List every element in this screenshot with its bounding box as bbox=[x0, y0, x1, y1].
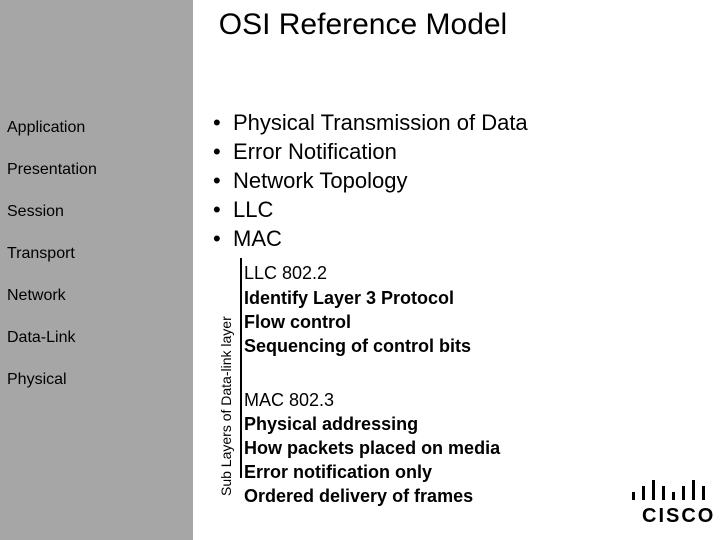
bullet-item bbox=[213, 137, 528, 166]
bullet-dot-icon: • bbox=[213, 110, 221, 135]
llc-heading: LLC 802.2 bbox=[244, 263, 328, 283]
bullet-item bbox=[213, 195, 528, 224]
cisco-wordmark: CISCO bbox=[642, 505, 716, 527]
bullet-text: Error Notification bbox=[233, 139, 397, 164]
bullet-dot-icon: • bbox=[213, 139, 221, 164]
bullet-dot-icon: • bbox=[213, 197, 221, 222]
sublayers-vertical-label: Sub Layers of Data-link layer bbox=[218, 316, 234, 496]
mac-item: Ordered delivery of frames bbox=[244, 486, 474, 506]
bullet-dot-icon: • bbox=[213, 226, 221, 251]
mac-heading: MAC 802.3 bbox=[244, 390, 335, 410]
bullet-text: LLC bbox=[233, 197, 274, 222]
llc-item: Sequencing of control bits bbox=[244, 336, 472, 356]
layer-data-link: Data-Link bbox=[7, 329, 76, 346]
bullet-dot-icon: • bbox=[213, 168, 221, 193]
slide-title: OSI Reference Model bbox=[218, 8, 508, 41]
bullet-text: Network Topology bbox=[233, 168, 408, 193]
layer-session: Session bbox=[7, 203, 64, 220]
mac-item: How packets placed on media bbox=[244, 438, 501, 458]
bullet-item bbox=[213, 166, 528, 195]
bullet-item bbox=[213, 224, 528, 253]
mac-item: Error notification only bbox=[244, 462, 433, 482]
bullet-item bbox=[213, 108, 528, 137]
layer-application: Application bbox=[7, 119, 86, 136]
layer-transport: Transport bbox=[7, 245, 75, 262]
layer-network: Network bbox=[7, 287, 66, 304]
data-link-bullet-list bbox=[213, 108, 528, 253]
layer-sidebar bbox=[0, 0, 193, 540]
bullet-text: MAC bbox=[233, 226, 282, 251]
llc-item: Flow control bbox=[244, 312, 351, 332]
layer-presentation: Presentation bbox=[7, 161, 97, 178]
layer-physical: Physical bbox=[7, 371, 67, 388]
bullet-text: Physical Transmission of Data bbox=[233, 110, 528, 135]
mac-item: Physical addressing bbox=[244, 414, 419, 434]
llc-item: Identify Layer 3 Protocol bbox=[244, 288, 455, 308]
sublayers-divider-line bbox=[240, 258, 242, 478]
